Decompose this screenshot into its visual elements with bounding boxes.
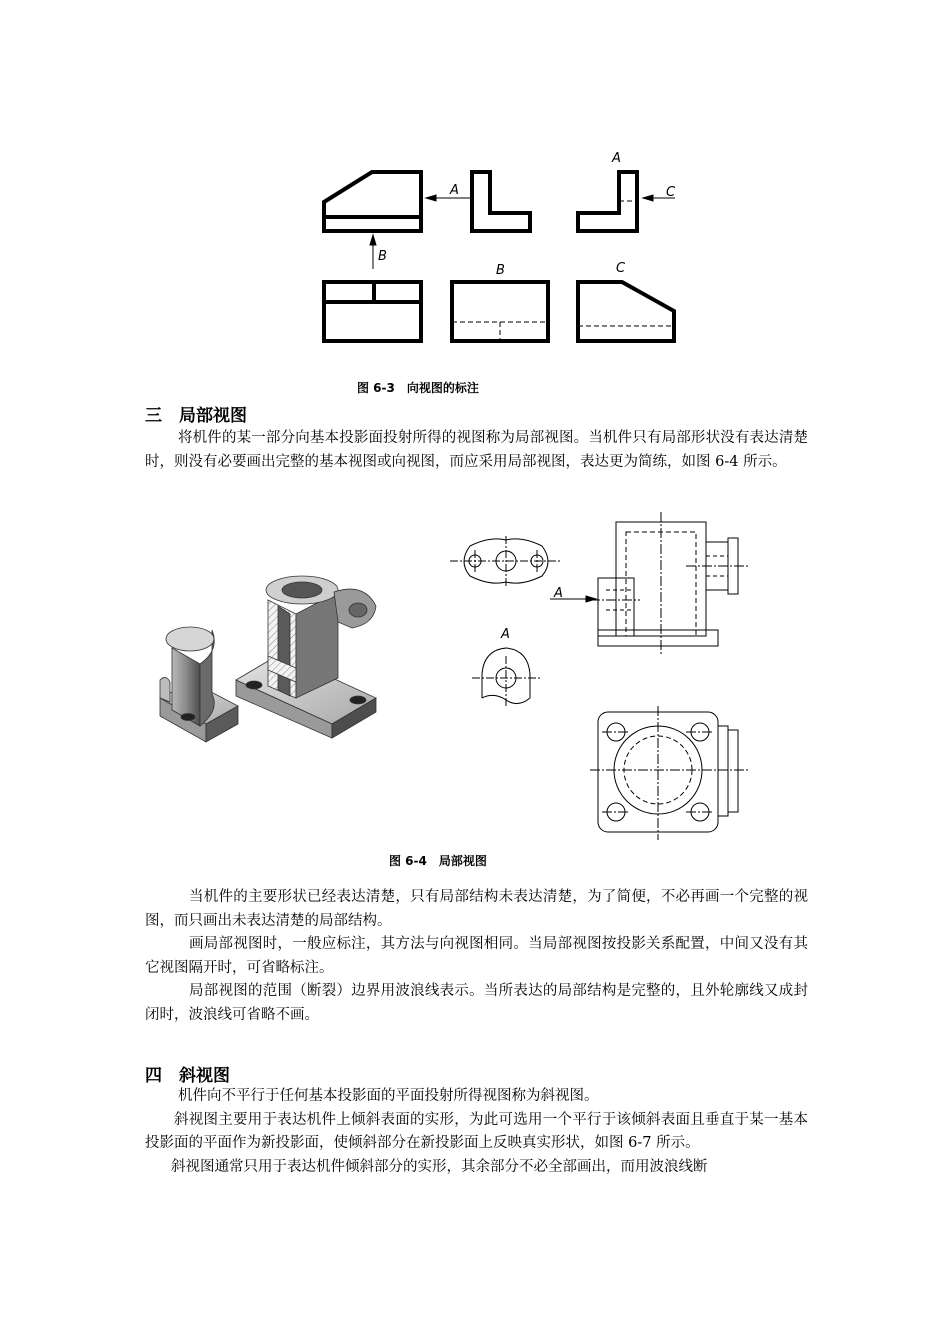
label-b-view: B [496,263,505,278]
label-c-view: C [616,261,626,276]
figure-6-4-caption: 图 6-4 局部视图 [389,854,487,868]
label-c-arrow: C [666,185,676,200]
label-a-arrow: A [554,586,563,601]
section-4-paragraphs [145,1085,808,1179]
top-view-flange [450,536,562,588]
bottom-view-right [590,706,748,840]
body-paragraphs [145,886,808,1028]
view-left-l [472,172,530,231]
label-a-top: A [612,151,621,166]
figure-6-3-drawing [300,140,700,350]
figure-6-3-caption: 图 6-3 向视图的标注 [357,381,479,395]
front-view-right [590,512,748,656]
figure-6-4-drawing [150,510,760,845]
section-4-paragraph-1: 机件向不平行于任何基本投影面的平面投射所得视图称为斜视图。 [178,1088,599,1104]
paragraph-2: 画局部视图时，一般应标注，其方法与向视图相同。当局部视图按投影关系配置，中间又没有其它视图隔开时，可省略标注。 [145,936,808,976]
section-4-heading: 四 斜视图 [145,1066,230,1086]
view-front [324,172,421,231]
label-a-view: A [501,627,510,642]
section-3-paragraph-text: 将机件的某一部分向基本投影面投射所得的视图称为局部视图。当机件只有局部形状没有表达清楚时，则没有必要画出完整的基本视图或向视图，而应采用局部视图，表达更为简练，如图 6-4 所示。 [145,430,808,470]
label-b-arrow: B [378,249,387,264]
arrow-c-icon [643,195,653,201]
paragraph-3: 局部视图的范围（断裂）边界用波浪线表示。当所表达的局部结构是完整的，且外轮廓线又成封闭时，波浪线可省略不画。 [145,983,808,1023]
partial-view-a [472,648,540,708]
section-4-paragraph-3: 斜视图通常只用于表达机件倾斜部分的实形，其余部分不必全部画出，而用波浪线断 [171,1158,708,1175]
paragraph-1: 当机件的主要形状已经表达清楚，只有局部结构未表达清楚，为了简便，不必再画一个完整的视图，而只画出未表达清楚的局部结构。 [145,889,808,929]
iso-part-left [160,627,238,742]
view-c [578,282,674,341]
label-a-arrow: A [450,183,459,198]
section-3-paragraph [145,427,808,474]
iso-part-section [236,576,376,738]
section-3-heading: 三 局部视图 [145,406,247,426]
arrow-a-icon [426,195,436,201]
arrow-b-icon [370,235,376,245]
section-4-paragraph-2: 斜视图主要用于表达机件上倾斜表面的实形，为此可选用一个平行于该倾斜表面且垂直于某一基本投影面的平面作为新投影面，使倾斜部分在新投影面上反映真实形状，如图 6-7 所示。 [145,1111,808,1152]
